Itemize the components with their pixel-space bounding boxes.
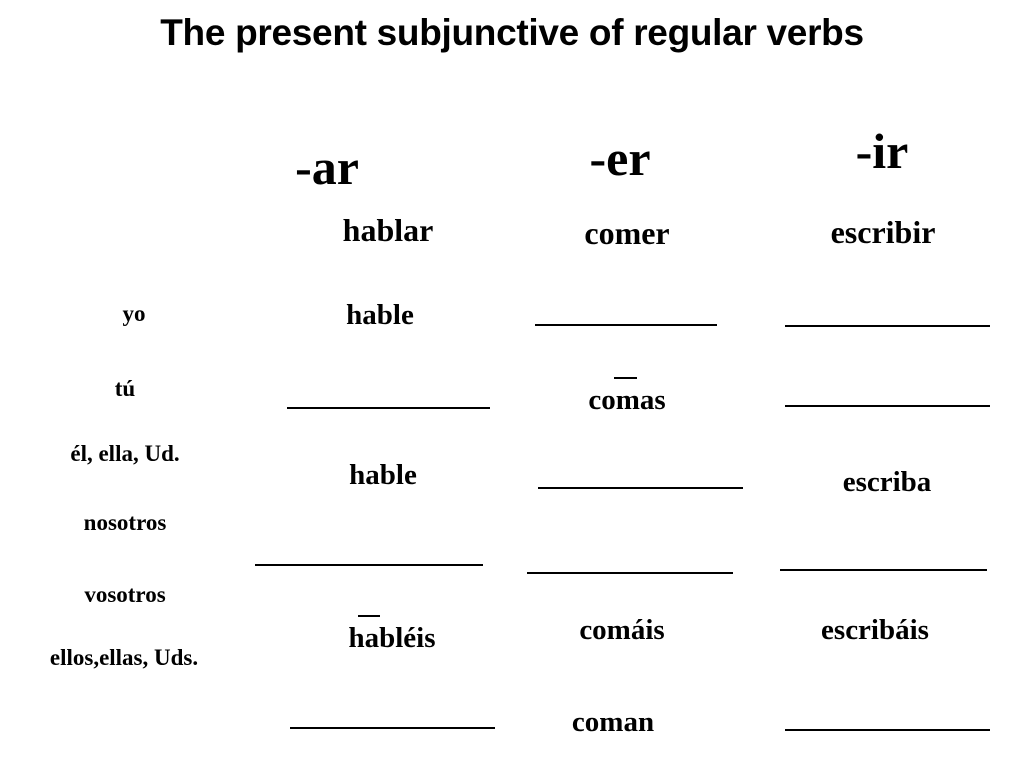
ir-ending-header: -ir bbox=[855, 123, 909, 179]
er-tu-form: comas bbox=[588, 384, 666, 416]
ar-yo-form: hable bbox=[346, 299, 414, 331]
er-vosotros-form: comáis bbox=[579, 614, 665, 646]
er-yo-blank-line bbox=[535, 324, 717, 326]
er-el-blank-line bbox=[538, 487, 743, 489]
pronoun-tu: tú bbox=[114, 376, 136, 401]
ar-nosotros-blank-line bbox=[255, 564, 483, 566]
er-nosotros-blank-line bbox=[527, 572, 733, 574]
er-ellos-form: coman bbox=[571, 706, 655, 738]
pronoun-vosotros: vosotros bbox=[84, 582, 166, 607]
ir-nosotros-blank-line bbox=[780, 569, 987, 571]
er-tu-stress-mark bbox=[614, 377, 637, 379]
ir-infinitive: escribir bbox=[830, 214, 936, 250]
er-ending-header: -er bbox=[589, 130, 651, 186]
ir-yo-blank-line bbox=[785, 325, 990, 327]
ir-tu-blank-line bbox=[785, 405, 990, 407]
ir-ellos-blank-line bbox=[785, 729, 990, 731]
pronoun-yo: yo bbox=[122, 301, 146, 326]
pronoun-ellos-ellas-uds: ellos,ellas, Uds. bbox=[49, 645, 199, 670]
ar-vosotros-stress-mark bbox=[358, 615, 380, 617]
ar-vosotros-form: habléis bbox=[348, 622, 436, 654]
ir-el-form: escriba bbox=[842, 466, 932, 498]
ir-vosotros-form: escribáis bbox=[821, 614, 929, 646]
er-infinitive: comer bbox=[584, 215, 670, 251]
ar-tu-blank-line bbox=[287, 407, 490, 409]
ar-infinitive: hablar bbox=[342, 212, 434, 248]
pronoun-nosotros: nosotros bbox=[83, 510, 167, 535]
ar-ending-header: -ar bbox=[295, 139, 359, 195]
ar-el-form: hable bbox=[349, 459, 417, 491]
slide-title: The present subjunctive of regular verbs bbox=[160, 12, 864, 53]
pronoun-el-ella-ud: él, ella, Ud. bbox=[70, 441, 180, 466]
ar-ellos-blank-line bbox=[290, 727, 495, 729]
